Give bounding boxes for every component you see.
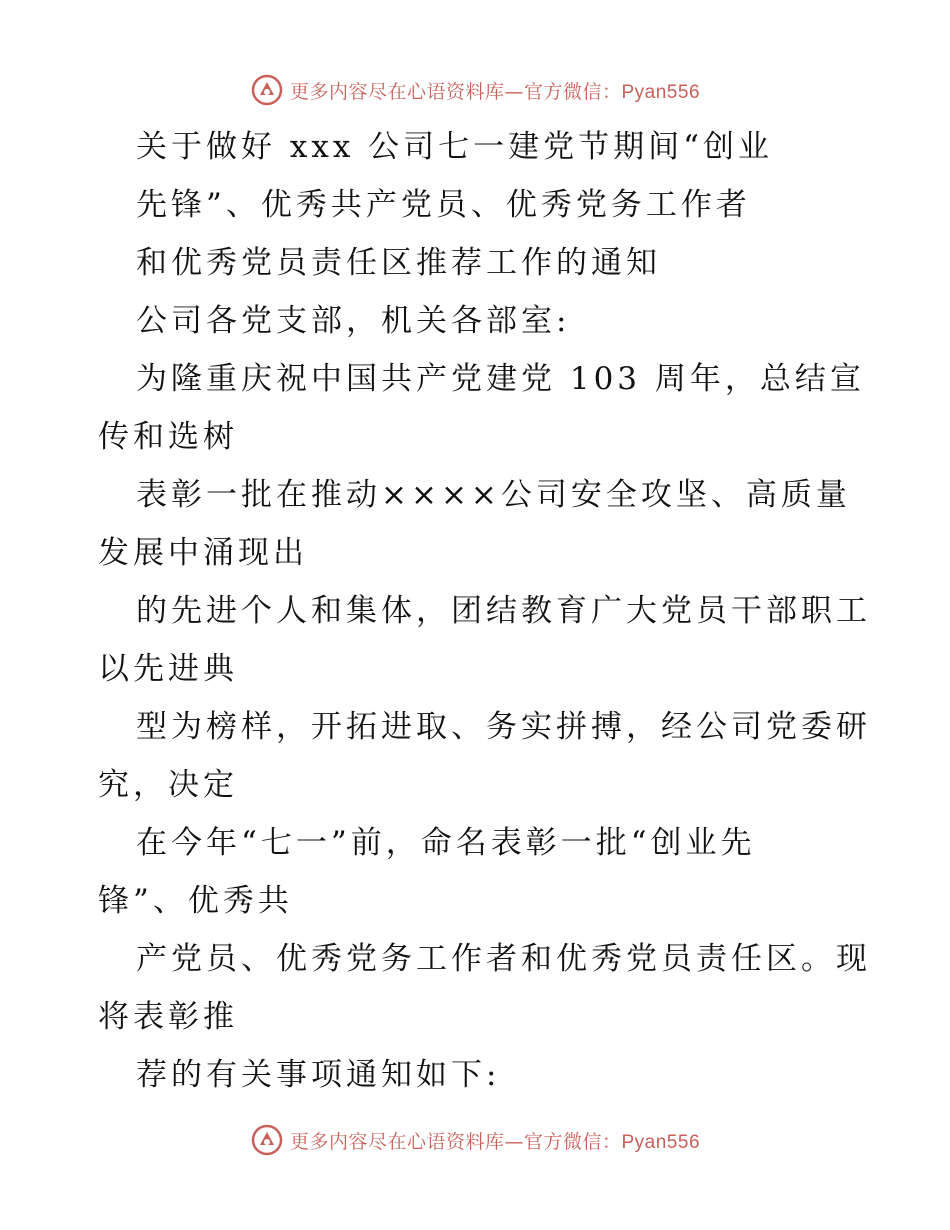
paragraph-line: 发展中涌现出 [98, 535, 308, 571]
paragraph-line: 荐的有关事项通知如下: [136, 1057, 501, 1093]
paragraph-line: 在今年“七一”前，命名表彰一批“创业先 [136, 825, 756, 861]
paragraph-line: 的先进个人和集体，团结教育广大党员干部职工 [136, 593, 871, 629]
paragraph-line: 为隆重庆祝中国共产党建党 103 周年，总结宣 [136, 361, 865, 397]
paragraph-line: 究，决定 [98, 767, 238, 803]
watermark-footer [0, 1120, 950, 1160]
watermark-account: Pyan556 [621, 81, 701, 103]
paragraph-line: 产党员、优秀党务工作者和优秀党员责任区。现 [136, 941, 871, 977]
paragraph-line: 表彰一批在推动××××公司安全攻坚、高质量 [136, 477, 851, 513]
paragraph-line: 以先进典 [98, 651, 238, 687]
watermark-text: 更多内容尽在心语资料库—官方微信：Pyan556 [289, 80, 701, 103]
seal-logo-icon [250, 1123, 284, 1157]
paragraph-line: 型为榜样，开拓进取、务实拼搏，经公司党委研 [136, 709, 871, 745]
paragraph-line: 将表彰推 [98, 999, 238, 1035]
watermark-text: 更多内容尽在心语资料库—官方微信：Pyan556 [289, 1130, 701, 1153]
title-line-3: 和优秀党员责任区推荐工作的通知 [136, 245, 661, 281]
title-line-2: 先锋”、优秀共产党员、优秀党务工作者 [136, 187, 751, 223]
paragraph-line: 锋”、优秀共 [98, 883, 293, 919]
paragraph-line: 传和选树 [98, 419, 238, 455]
watermark-account: Pyan556 [621, 1131, 701, 1153]
title-line-1: 关于做好 xxx 公司七一建党节期间“创业 [136, 129, 774, 165]
salutation: 公司各党支部，机关各部室: [136, 303, 571, 339]
